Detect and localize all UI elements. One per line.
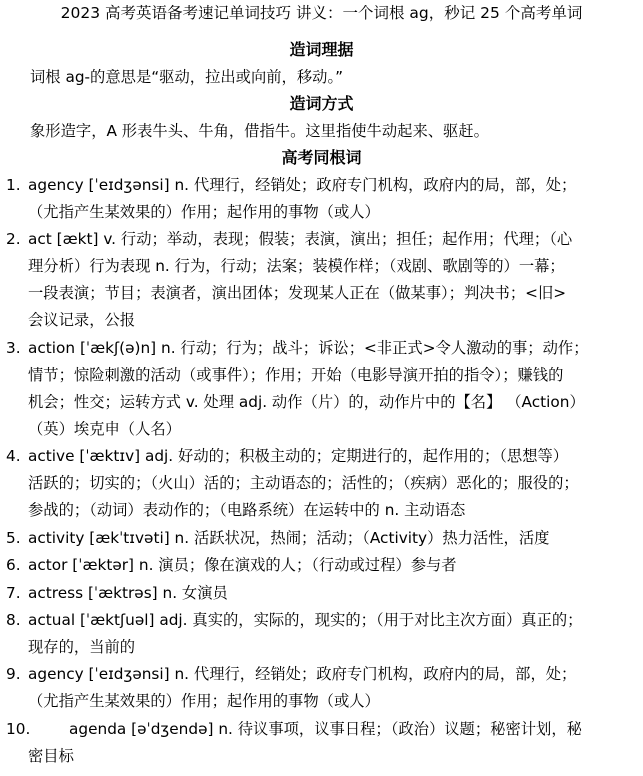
entry-line: 情节；惊险刺激的活动（或事件）；作用；开始（电影导演开拍的指令）；赚钱的 <box>28 366 564 384</box>
entry-line: 密目标 <box>28 747 74 765</box>
word-entry <box>6 552 636 579</box>
word-entry <box>6 580 636 607</box>
entry-line: act [ækt] v. 行动；举动，表现；假装；表演，演出；担任；起作用；代理；（心 <box>28 230 573 248</box>
entry-number: 6. <box>6 556 21 574</box>
entry-line: agency [ˈeɪdʒənsi] n. 代理行，经销处；政府专门机构，政府内的局，部，处； <box>28 176 577 194</box>
word-entry <box>6 443 636 524</box>
method-text: 象形造字，A 形表牛头、牛角，借指牛。这里指使牛动起来、驱赶。 <box>30 122 489 140</box>
entry-line: active [ˈæktɪv] adj. 好动的；积极主动的；定期进行的，起作用的；（思想等） <box>28 447 569 465</box>
word-entry <box>6 661 636 715</box>
entry-line: （英）埃克申（人名） <box>28 420 181 438</box>
entry-line: 机会；性交；运转方式 v. 处理 adj. 动作（片）的，动作片中的【名】 （Action） <box>28 393 585 411</box>
entry-line: （尤指产生某效果的）作用；起作用的事物（或人） <box>28 692 380 710</box>
method-heading: 造词方式 <box>289 94 354 113</box>
entry-number: 10. <box>6 720 31 738</box>
entry-line: actual [ˈæktʃuəl] adj. 真实的，实际的，现实的；（用于对比主次方面）真正的； <box>28 611 583 629</box>
entry-line: （尤指产生某效果的）作用；起作用的事物（或人） <box>28 203 380 221</box>
word-entry <box>6 226 636 334</box>
word-entry <box>6 525 636 552</box>
entry-line: agenda [əˈdʒendə] n. 待议事项，议事日程；（政治）议题；秘密计划，秘 <box>69 720 582 738</box>
entry-number: 7. <box>6 584 21 602</box>
document-title: 2023 高考英语备考速记单词技巧 讲义：一个词根 ag，秒记 25 个高考单词 <box>60 4 583 22</box>
entry-line: 现存的，当前的 <box>28 638 136 656</box>
entry-line: 一段表演；节目；表演者，演出团体；发现某人正在（做某事）；判决书；<旧> <box>28 284 567 302</box>
meaning-heading: 造词理据 <box>289 40 354 59</box>
entry-line: agency [ˈeɪdʒənsi] n. 代理行，经销处；政府专门机构，政府内的局，部，处； <box>28 665 577 683</box>
word-entry <box>6 716 636 770</box>
entry-number: 5. <box>6 529 21 547</box>
entry-number: 3. <box>6 339 21 357</box>
words-heading: 高考同根词 <box>281 148 362 167</box>
entry-number: 2. <box>6 230 21 248</box>
word-entry <box>6 607 636 661</box>
entry-number: 1. <box>6 176 21 194</box>
entry-line: 理分析）行为表现 n. 行为，行动；法案；装模作样；（戏剧、歌剧等的）一幕； <box>28 257 565 275</box>
entry-line: activity [ækˈtɪvəti] n. 活跃状况，热闹；活动；（Activity）热力活性，活度 <box>28 529 550 547</box>
entry-number: 8. <box>6 611 21 629</box>
meaning-text: 词根 ag-的意思是“驱动，拉出或向前，移动。” <box>30 68 344 86</box>
entry-line: 会议记录，公报 <box>28 311 136 329</box>
word-entry <box>6 335 636 443</box>
entry-line: action [ˈækʃ(ə)n] n. 行动；行为；战斗；诉讼；<非正式>令人激动的事；动作； <box>28 339 589 357</box>
entry-line: 参战的；（动词）表动作的；（电路系统）在运转中的 n. 主动语态 <box>28 501 466 519</box>
word-entry <box>6 172 636 226</box>
entry-number: 9. <box>6 665 21 683</box>
entry-number: 4. <box>6 447 21 465</box>
entry-line: actor [ˈæktər] n. 演员；像在演戏的人；（行动或过程）参与者 <box>28 556 457 574</box>
entry-line: actress [ˈæktrəs] n. 女演员 <box>28 584 228 602</box>
entry-line: 活跃的；切实的；（火山）活的；主动语态的；活性的；（疾病）恶化的；服役的； <box>28 474 579 492</box>
